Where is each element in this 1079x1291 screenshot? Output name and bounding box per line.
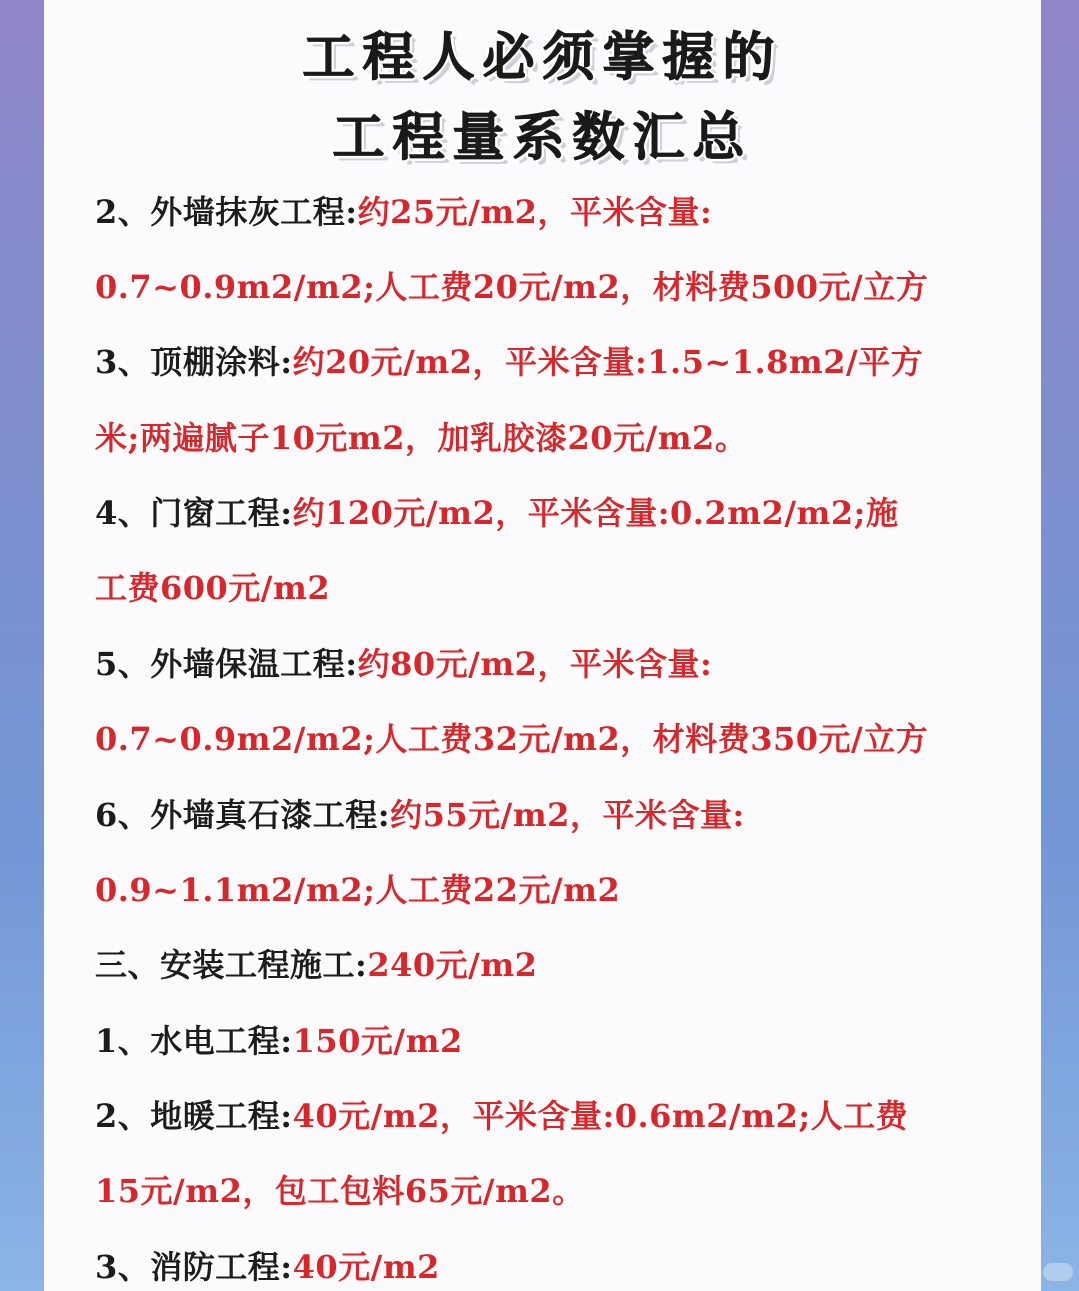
item-value: 240元/m2 [367, 946, 538, 984]
item-label: 3、顶棚涂料: [95, 343, 293, 381]
item-value: 0.9~1.1m2/m2;人工费22元/m2 [95, 871, 621, 909]
item-value: 约120元/m2，平米含量:0.2m2/m2;施 [292, 494, 899, 532]
item-label: 2、外墙抹灰工程: [95, 193, 358, 231]
text-line [95, 1096, 908, 1136]
text-line [95, 1247, 440, 1287]
item-value: 40元/m2，平米含量:0.6m2/m2;人工费 [292, 1097, 909, 1135]
item-value: 0.7~0.9m2/m2;人工费20元/m2，材料费500元/立方 [95, 268, 929, 306]
watermark-badge [1043, 1263, 1073, 1281]
item-value: 约80元/m2，平米含量: [357, 645, 713, 683]
text-line [95, 795, 745, 835]
title-line-2: 工程量系数汇总 [332, 108, 753, 168]
item-value: 米;两遍腻子10元m2，加乳胶漆20元/m2。 [95, 419, 748, 457]
title-line-1: 工程人必须掌握的 [302, 28, 783, 88]
text-line [95, 1171, 585, 1211]
item-label: 3、消防工程: [95, 1248, 293, 1286]
item-value: 150元/m2 [292, 1022, 463, 1060]
item-label: 三、安装工程施工: [95, 946, 368, 984]
text-line [95, 568, 330, 608]
text-line [95, 945, 537, 985]
item-label: 1、水电工程: [95, 1022, 293, 1060]
item-label: 4、门窗工程: [95, 494, 293, 532]
item-label: 5、外墙保温工程: [95, 645, 358, 683]
text-line [95, 192, 712, 232]
right-background-border [1041, 0, 1079, 1291]
item-label: 2、地暖工程: [95, 1097, 293, 1135]
text-line [95, 267, 928, 307]
text-line [95, 870, 620, 910]
text-line [95, 342, 923, 382]
text-line [95, 493, 898, 533]
item-value: 约20元/m2，平米含量:1.5~1.8m2/平方 [292, 343, 924, 381]
text-line [95, 418, 747, 458]
text-line [95, 719, 928, 759]
item-value: 0.7~0.9m2/m2;人工费32元/m2，材料费350元/立方 [95, 720, 929, 758]
item-value: 约25元/m2，平米含量: [357, 193, 713, 231]
item-value: 工费600元/m2 [95, 569, 331, 607]
content-card [44, 0, 1041, 1291]
item-value: 40元/m2 [292, 1248, 440, 1286]
left-background-border [0, 0, 44, 1291]
text-line [95, 644, 712, 684]
text-line [95, 1021, 463, 1061]
item-label: 6、外墙真石漆工程: [95, 796, 391, 834]
item-value: 15元/m2，包工包料65元/m2。 [95, 1172, 585, 1210]
item-value: 约55元/m2，平米含量: [390, 796, 745, 834]
